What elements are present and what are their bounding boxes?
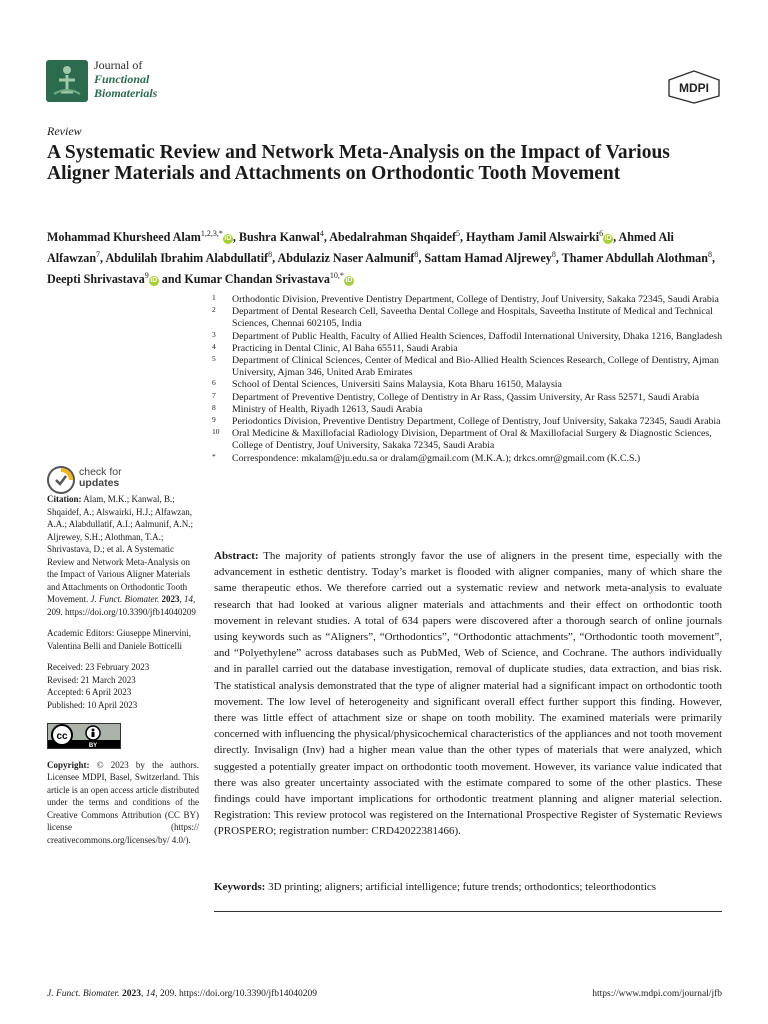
author-separator: , [272,251,278,266]
author-affiliation-sup: 6 [599,229,604,238]
article-dates [47,661,199,711]
affiliation-item [210,453,730,465]
date-revised: Revised: 21 March 2023 [47,674,136,685]
affiliation-item [210,294,730,306]
affiliation-item [210,306,730,330]
author-affiliation-sup: 1,2,3,* [200,229,223,238]
cc-text: cc [56,731,68,742]
affiliation-item [210,404,730,416]
article-type: Review [47,124,82,138]
affiliation-item [210,355,730,379]
date-received: Received: 23 February 2023 [47,662,150,672]
citation-volume: 14 [184,594,193,604]
citation-year: 2023 [161,594,180,604]
keywords [214,880,722,894]
author-separator: , [418,251,425,266]
affiliation-number: * [212,451,216,461]
affiliation-text: Ministry of Health, Riyadh 12613, Saudi Arabia [232,403,423,415]
journal-logo-icon [46,60,88,102]
journal-name-line2: Functional [94,72,150,86]
orcid-icon[interactable]: iD [150,277,158,285]
citation-doi[interactable]: , 209. https://doi.org/10.3390/jfb14040209 [47,594,196,617]
check-updates-icon [47,466,75,494]
abstract [214,548,722,840]
author-name: Abdulilah Ibrahim Alabdullatif [105,251,269,266]
orcid-icon[interactable]: iD [224,235,232,243]
check-updates-line2: updates [79,477,120,489]
affiliation-text: Department of Preventive Dentistry, College of Dentistry in Ar Rass, Qassim University, Ar Rass 52571, Saudi Arabia [232,391,700,403]
author-affiliation-sup: 9 [144,271,149,281]
academic-editors: Academic Editors: Giuseppe Minervini, Valentina Belli and Daniele Botticelli [47,628,191,651]
affiliation-number: 5 [212,354,216,364]
affiliation-number: 3 [212,329,216,339]
check-updates-line1: check for [79,466,122,478]
copyright-text: © 2023 by the authors. Licensee MDPI, Basel, Switzerland. This article is an open access article distributed under the terms and conditions of the Creative Commons Attribution (CC BY) license (https:// creativecommons.org/licenses/by/ 4.0/). [47,759,200,845]
author-list [47,225,727,288]
footer-journal: J. Funct. Biomater. [47,989,120,999]
author-affiliation-sup: 10,* [329,271,344,281]
affiliation-number: 4 [212,341,216,351]
journal-name-line1: Journal of [94,58,143,72]
journal-name-line3: Biomaterials [94,86,158,100]
affiliations [210,294,730,465]
citation-label: Citation: [47,494,82,504]
author-separator: and [158,272,185,287]
author-separator: , [100,251,106,266]
orcid-icon[interactable]: iD [345,277,353,285]
citation-journal: J. Funct. Biomater. [90,594,160,604]
author-affiliation-sup: 8 [707,250,712,260]
affiliation-text: Department of Dental Research Cell, Saveetha Dental College and Hospitals, Saveetha Institute of Medical and Technical Sciences, Chennai 602105, India [232,306,713,330]
affiliation-text: Practicing in Dental Clinic, Al Baha 65511, Saudi Arabia [232,342,458,354]
affiliation-number: 7 [212,390,216,400]
author-separator: , [613,230,619,245]
citation-block: Citation: Alam, M.K.; Kanwal, B.; Shqaidef, A.; Alswairki, H.J.; Alfawzan, A.A.; Alabdullatif, A.I.; Aalmunif, A.N.; Aljrewey, S.H.; Alothman, T.A.; Shrivastava, D.; et al. A Systematic Review and Network Meta-Analysis on the Impact of Various Aligner Materials and Attachments on Orthodontic Tooth Movement. J. Funct. Biomater. 2023, 14, 209. https://doi.org/10.3390/jfb14040209 [47,494,196,617]
author-affiliation-sup: 8 [268,250,273,260]
affiliation-number: 6 [212,378,216,388]
abstract-text: The majority of patients strongly favor the use of aligners in the present time, especially with the advancement in esthetic dentistry. Today’s market is flooded with aligner companies, many of which share the same therapeutic ethos. We therefore carried out a systematic review and network meta-analysis to evaluate research that had looked at various aligner materials and attachments and their effect on orthodontic tooth movement in relevant studies. A total of 634 papers were discovered after a thorough search of online journals using keywords such as “Aligners”, “Orthodontics”, “Orthodontic attachments”, “Orthodontic tooth movement”, and “Polyethylene” across databases such as PubMed, Web of Science, and Cochrane. The authors individually and in parallel carried out the database investigation, removal of duplicate studies, data extraction, and bias risk. The statistical analysis demonstrated that the type of aligner material had a significant impact on orthodontic tooth movement. The low level of heterogeneity and significant overall effect further support this finding. However, there was little effect of attachment size or shape on tooth mobility. The examined materials were primarily concerned with influencing the physical/physicochemical characteristics of the appliances and not tooth movement directly. Invisalign (Inv) had a higher mean value than the other types of materials that were analyzed, which suggested a potentially greater impact on orthodontic tooth movement. However, its variance value indicated that there was also greater uncertainty associated with the estimate compared to some of the other plastics. These findings could have important implications for orthodontic treatment planning and aligner material selection. Registration: This review protocol was registered on the International Prospective Register of Systematic Reviews (PROSPERO; registration number: CRD42022381466). [214,550,722,838]
author-affiliation-sup: 7 [96,250,101,260]
author-affiliation-sup: 8 [414,250,419,260]
affiliation-item [210,416,730,428]
footer-doi[interactable]: , 209. https://doi.org/10.3390/jfb14040209 [155,989,318,999]
author-affiliation-sup: 8 [551,250,556,260]
affiliation-number: 10 [212,427,220,437]
affiliation-number: 8 [212,402,216,412]
footer-volume: 14 [145,989,156,999]
affiliation-number: 9 [212,415,216,425]
orcid-icon[interactable]: iD [604,235,612,243]
affiliation-item [210,343,730,355]
publisher-name: MDPI [679,81,709,95]
affiliation-text: School of Dental Sciences, Universiti Sains Malaysia, Kota Bharu 16150, Malaysia [232,379,562,391]
copyright-label: Copyright: [47,759,90,770]
affiliation-text: Oral Medicine & Maxillofacial Radiology Division, Department of Oral & Maxillofacial Surgery & Diagnostic Sciences, College of Dentistry, Jouf University, Sakaka 72345, Saudi Arabia [232,428,712,452]
affiliation-text: Correspondence: mkalam@ju.edu.sa or dralam@gmail.com (M.K.A.); drkcs.omr@gmail.com (K.C.S.) [232,452,641,464]
author-name: Mohammad Khursheed Alam [47,230,201,245]
citation-text: Alam, M.K.; Kanwal, B.; Shqaidef, A.; Alswairki, H.J.; Alfawzan, A.A.; Alabdullatif, A.I.; Aalmunif, A.N.; Aljrewey, S.H.; Alothman, T.A.; Shrivastava, D.; et al. A Systematic Review and Network Meta-Analysis on the Impact of Various Aligner Materials and Attachments on Orthodontic Tooth Movement. [47,494,193,604]
mdpi-logo-icon [667,70,721,104]
affiliation-item [210,392,730,404]
affiliation-number: 2 [212,305,216,315]
author-separator: , [232,230,239,245]
author-name: Abdulaziz Naser Aalmunif [277,251,415,266]
affiliation-text: Department of Public Health, Faculty of Allied Health Sciences, Daffodil International University, Dhaka 1216, Bangladesh [232,330,723,342]
affiliation-text: Department of Clinical Sciences, Center of Medical and Bio-Allied Health Sciences Research, College of Dentistry, Ajman University, Ajman 346, United Arab Emirates [232,355,719,379]
author-name: Abedalrahman Shqaidef [329,230,456,245]
article-title: A Systematic Review and Network Meta-Analysis on the Impact of Various Aligner Materials and Attachments on Orthodontic Tooth Movement [47,142,670,184]
author-name: Deepti Shrivastava [47,272,145,287]
author-name: Thamer Abdullah Alothman [561,251,708,266]
author-name: Haytham Jamil Alswairki [466,230,600,245]
check-for-updates[interactable] [47,466,177,496]
author-separator: , [459,230,467,245]
footer-journal-url[interactable]: https://www.mdpi.com/journal/jfb [592,989,722,999]
date-published: Published: 10 April 2023 [47,699,138,710]
abstract-label: Abstract: [214,550,259,562]
author-affiliation-sup: 5 [455,229,460,238]
author-name: Kumar Chandan Srivastava [184,272,330,287]
author-separator: , [711,251,715,266]
affiliation-item [210,428,730,452]
date-accepted: Accepted: 6 April 2023 [47,687,132,697]
cc-by-license-icon[interactable] [47,723,121,749]
footer-year: 2023 [121,989,141,999]
affiliation-item [210,379,730,391]
section-divider [214,911,722,912]
sidebar-info [47,493,199,855]
author-name: Bushra Kanwal [238,230,320,245]
affiliation-number: 1 [212,293,216,302]
footer-citation: J. Funct. Biomater. 2023, 14, 209. https://doi.org/10.3390/jfb14040209 [47,989,318,999]
author-name: Sattam Hamad Aljrewey [424,251,552,266]
author-separator: , [323,230,330,245]
journal-name [94,58,157,100]
author-name: Ahmed Ali Alfawzan [47,230,674,266]
copyright-block [47,759,199,847]
affiliation-item [210,331,730,343]
keywords-text: 3D printing; aligners; artificial intelligence; future trends; orthodontics; teleorthodontics [268,881,657,893]
author-separator: , [555,251,562,266]
keywords-label: Keywords: [214,881,266,893]
affiliation-text: Orthodontic Division, Preventive Dentistry Department, College of Dentistry, Jouf University, Sakaka 72345, Saudi Arabia [232,294,719,305]
author-affiliation-sup: 4 [319,229,324,238]
affiliation-text: Periodontics Division, Preventive Dentistry Department, College of Dentistry, Jouf University, Sakaka 72345, Saudi Arabia [232,416,721,428]
by-text: BY [88,743,98,748]
